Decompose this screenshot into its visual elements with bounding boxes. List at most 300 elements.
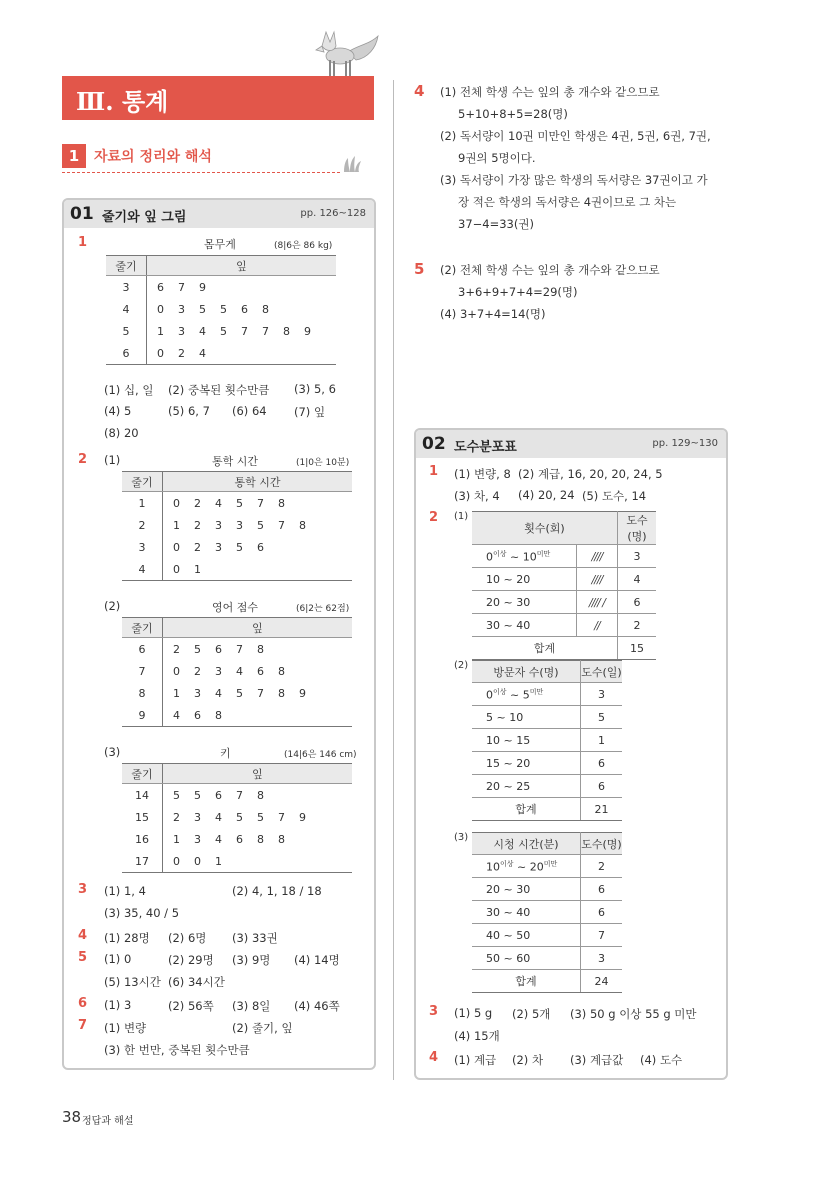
table-row	[122, 558, 352, 581]
answer-item: (2) 56쪽	[168, 999, 214, 1013]
fox-illustration	[308, 26, 380, 82]
class-cell	[472, 752, 581, 775]
answer-item: (2) 4, 1, 18 / 18	[232, 884, 322, 898]
leaf-value: 8	[257, 832, 264, 846]
leaf-value: 6	[241, 302, 248, 316]
class-sep: ~	[500, 733, 517, 747]
table-row	[122, 514, 352, 536]
question-number: 5	[414, 260, 425, 278]
leaf-value: 7	[241, 324, 248, 338]
answer-item: (5) 13시간	[104, 975, 161, 989]
leaf-value: 1	[215, 854, 222, 868]
class-sep: ~	[506, 688, 523, 702]
tally-cell: //// /	[577, 591, 618, 614]
leaf-value: 5	[236, 686, 243, 700]
footer-label: 정답과 해설	[82, 1116, 134, 1127]
grass-icon	[340, 154, 366, 174]
class-sep: ~	[513, 860, 530, 874]
answer-item: (2) 29명	[168, 953, 214, 967]
leaf-value: 5	[236, 540, 243, 554]
leaf-value: 0	[173, 854, 180, 868]
class-sep: ~	[500, 882, 517, 896]
leaf-value: 3	[194, 832, 201, 846]
class-sep: ~	[500, 595, 517, 609]
leaf-value: 2	[194, 664, 201, 678]
table-note: (6|2는 62점)	[296, 604, 350, 614]
leaf-value: 5	[199, 302, 206, 316]
class-cell	[472, 545, 577, 568]
class-header: 방문자 수(명)	[472, 661, 581, 683]
question-number: 5	[78, 950, 88, 965]
leaf-cell	[163, 492, 353, 515]
leaf-value: 8	[257, 788, 264, 802]
section-title: 자료의 정리와 해석	[94, 149, 212, 165]
leaf-value: 3	[194, 810, 201, 824]
solution-line: 3+6+9+7+4=29(명)	[458, 285, 578, 299]
total-label: 합계	[472, 637, 618, 660]
stem-leaf-table	[122, 471, 352, 581]
leaf-value: 5	[173, 788, 180, 802]
question-number: 4	[414, 82, 425, 100]
answer-item: (2) 중복된 횟수만큼	[168, 383, 270, 397]
frequency-cell: 2	[581, 855, 623, 878]
leaf-value: 8	[278, 832, 285, 846]
answer-item: (4) 14명	[294, 953, 340, 967]
answer-item: (1) 3	[104, 998, 132, 1012]
table-row	[472, 947, 622, 970]
box-header	[416, 430, 726, 458]
frequency-cell: 3	[581, 683, 623, 706]
leaf-cell	[163, 682, 353, 704]
leaf-value: 0	[157, 302, 164, 316]
solution-line: 장 적은 학생의 독서량은 4권이므로 그 차는	[458, 195, 677, 209]
sub-label: (1)	[104, 453, 121, 467]
table-note: (1|0은 10분)	[296, 458, 350, 468]
stem-cell: 16	[122, 828, 163, 850]
class-start: 10	[486, 860, 500, 874]
table-row	[472, 855, 622, 878]
table-caption: 키	[220, 747, 231, 760]
class-start: 40	[486, 928, 500, 942]
leaf-cell	[147, 320, 337, 342]
leaf-value: 0	[173, 562, 180, 576]
leaf-header: 통학 시간	[163, 472, 353, 492]
answer-item: (2) 줄기, 잎	[232, 1021, 293, 1035]
tally-cell: ////	[577, 545, 618, 568]
table-row	[472, 614, 656, 637]
frequency-cell: 6	[581, 901, 623, 924]
leaf-value: 6	[157, 280, 164, 294]
table-row	[472, 752, 622, 775]
leaf-cell	[147, 342, 337, 365]
stem-cell: 4	[122, 558, 163, 581]
leaf-cell	[147, 276, 337, 299]
stem-cell: 15	[122, 806, 163, 828]
class-start: 0	[486, 688, 493, 702]
class-end: 20	[516, 756, 531, 770]
leaf-value: 1	[173, 686, 180, 700]
answer-item: (8) 20	[104, 426, 139, 440]
leaf-cell	[163, 514, 353, 536]
table-row	[472, 924, 622, 947]
answer-item: (1) 5 g	[454, 1006, 493, 1020]
sub-label: (2)	[454, 660, 469, 671]
section-divider	[62, 172, 340, 173]
stem-header: 줄기	[106, 256, 147, 276]
class-cell	[472, 729, 581, 752]
box-header	[64, 200, 374, 228]
stem-cell: 7	[122, 660, 163, 682]
leaf-value: 4	[199, 324, 206, 338]
solution-line: (1) 전체 학생 수는 잎의 총 개수와 같으므로	[440, 85, 660, 99]
class-end: 20	[516, 572, 531, 586]
leaf-cell	[163, 536, 353, 558]
table-row	[122, 784, 352, 807]
answer-item: (1) 변량	[104, 1021, 147, 1035]
leaf-value: 6	[194, 708, 201, 722]
leaf-cell	[147, 298, 337, 320]
table-row	[106, 320, 336, 342]
leaf-value: 2	[194, 540, 201, 554]
solution-line: (2) 독서량이 10권 미만인 학생은 4권, 5권, 6권, 7권,	[440, 129, 711, 143]
leaf-value: 8	[278, 686, 285, 700]
table-header-row	[122, 472, 352, 492]
table-row	[122, 682, 352, 704]
class-sep: ~	[500, 951, 517, 965]
answer-item: (4) 15개	[454, 1029, 500, 1043]
frequency-header: 도수(일)	[581, 661, 623, 683]
class-sep: ~	[500, 618, 517, 632]
leaf-value: 5	[257, 810, 264, 824]
frequency-cell: 3	[581, 947, 623, 970]
leaf-value: 2	[178, 346, 185, 360]
leaf-value: 8	[299, 518, 306, 532]
answer-item: (3) 50 g 이상 55 g 미만	[570, 1007, 697, 1021]
class-cell	[472, 901, 581, 924]
class-end: 25	[516, 779, 531, 793]
leaf-value: 8	[215, 708, 222, 722]
stem-cell: 6	[122, 638, 163, 661]
class-start: 5	[486, 710, 493, 724]
table-row	[122, 704, 352, 727]
class-cell	[472, 706, 581, 729]
leaf-value: 1	[173, 832, 180, 846]
class-start: 10	[486, 733, 500, 747]
class-start: 20	[486, 882, 500, 896]
table-row	[106, 298, 336, 320]
class-cell	[472, 614, 577, 637]
box-title: 도수분포표	[454, 440, 517, 455]
solution-line: 5+10+8+5=28(명)	[458, 107, 568, 121]
leaf-value: 9	[299, 686, 306, 700]
frequency-cell: 5	[581, 706, 623, 729]
frequency-cell: 4	[618, 568, 657, 591]
leaf-cell	[163, 638, 353, 661]
leaf-value: 6	[215, 788, 222, 802]
stem-cell: 8	[122, 682, 163, 704]
stem-header: 줄기	[122, 764, 163, 784]
leaf-cell	[163, 704, 353, 727]
question-number: 4	[429, 1050, 439, 1065]
class-header: 시청 시간(분)	[472, 833, 581, 855]
stem-header: 줄기	[122, 618, 163, 638]
frequency-cell: 7	[581, 924, 623, 947]
table-row	[472, 878, 622, 901]
total-value: 21	[581, 798, 623, 821]
leaf-value: 2	[194, 496, 201, 510]
class-start-unit: 이상	[493, 687, 507, 696]
leaf-value: 9	[304, 324, 311, 338]
leaf-value: 7	[257, 496, 264, 510]
leaf-cell	[163, 784, 353, 807]
box-number: 02	[422, 434, 446, 454]
table-header-row	[472, 512, 656, 545]
leaf-value: 6	[257, 540, 264, 554]
total-row	[472, 970, 622, 993]
table-row	[106, 342, 336, 365]
class-cell	[472, 878, 581, 901]
class-start: 20	[486, 779, 500, 793]
leaf-header: 잎	[163, 764, 353, 784]
solution-line: (2) 전체 학생 수는 잎의 총 개수와 같으므로	[440, 263, 660, 277]
table-row	[472, 775, 622, 798]
leaf-value: 8	[257, 642, 264, 656]
leaf-cell	[163, 660, 353, 682]
leaf-value: 5	[194, 788, 201, 802]
leaf-value: 2	[173, 642, 180, 656]
leaf-value: 8	[262, 302, 269, 316]
class-end: 50	[516, 928, 531, 942]
solution-line: 37−4=33(권)	[458, 217, 534, 231]
answer-item: (2) 5개	[512, 1007, 551, 1021]
leaf-value: 7	[236, 642, 243, 656]
answer-item: (6) 34시간	[168, 975, 225, 989]
answer-item: (4) 20, 24	[518, 488, 575, 502]
class-end: 30	[516, 882, 531, 896]
table-row	[122, 660, 352, 682]
leaf-value: 6	[236, 832, 243, 846]
frequency-table	[472, 511, 656, 660]
stem-cell: 3	[122, 536, 163, 558]
class-sep: ~	[500, 928, 517, 942]
table-row	[106, 276, 336, 299]
answer-item: (3) 계급값	[570, 1053, 624, 1067]
class-sep: ~	[500, 905, 517, 919]
leaf-value: 5	[220, 324, 227, 338]
leaf-value: 7	[278, 518, 285, 532]
box-pages: pp. 126~128	[300, 208, 366, 219]
leaf-value: 4	[199, 346, 206, 360]
class-end: 5	[522, 688, 530, 702]
chapter-title: Ⅲ. 통계	[76, 87, 169, 116]
leaf-value: 0	[157, 346, 164, 360]
answer-item: (4) 46쪽	[294, 999, 340, 1013]
question-number: 3	[78, 882, 88, 897]
frequency-cell: 6	[581, 752, 623, 775]
answer-item: (2) 6명	[168, 931, 207, 945]
table-header-row	[472, 661, 622, 683]
frequency-cell: 6	[581, 775, 623, 798]
leaf-value: 5	[257, 518, 264, 532]
table-header-row	[122, 618, 352, 638]
frequency-header: 도수(명)	[581, 833, 623, 855]
leaf-value: 3	[178, 324, 185, 338]
frequency-table	[472, 832, 622, 993]
answer-item: (3) 차, 4	[454, 489, 500, 503]
leaf-value: 7	[262, 324, 269, 338]
answer-item: (3) 5, 6	[294, 382, 336, 396]
question-number: 2	[429, 510, 439, 525]
class-sep: ~	[493, 710, 510, 724]
question-number: 4	[78, 928, 88, 943]
box-number: 01	[70, 204, 94, 224]
total-value: 24	[581, 970, 623, 993]
class-end: 20	[529, 860, 544, 874]
solution-line: (4) 3+7+4=14(명)	[440, 307, 546, 321]
leaf-value: 3	[178, 302, 185, 316]
question-number: 3	[429, 1004, 439, 1019]
stem-cell: 2	[122, 514, 163, 536]
answer-item: (1) 십, 일	[104, 383, 154, 397]
class-cell	[472, 855, 581, 878]
class-sep: ~	[500, 779, 517, 793]
tally-cell: ////	[577, 568, 618, 591]
table-row	[472, 729, 622, 752]
leaf-value: 5	[220, 302, 227, 316]
page-number: 38	[62, 1108, 82, 1126]
leaf-value: 0	[173, 540, 180, 554]
class-cell	[472, 591, 577, 614]
leaf-value: 3	[236, 518, 243, 532]
class-end-unit: 미만	[543, 859, 558, 868]
leaf-value: 8	[283, 324, 290, 338]
leaf-value: 4	[173, 708, 180, 722]
stem-cell: 1	[122, 492, 163, 515]
class-cell	[472, 775, 581, 798]
frequency-table	[472, 660, 622, 821]
answer-item: (1) 28명	[104, 931, 150, 945]
leaf-value: 8	[278, 496, 285, 510]
leaf-value: 2	[194, 518, 201, 532]
section-number: 1	[62, 144, 86, 168]
answer-item: (7) 잎	[294, 405, 326, 419]
table-row	[472, 901, 622, 924]
table-row	[122, 828, 352, 850]
leaf-value: 0	[173, 496, 180, 510]
class-start: 30	[486, 618, 500, 632]
class-end: 10	[509, 710, 524, 724]
class-header: 횟수(회)	[472, 512, 618, 545]
table-row	[472, 706, 622, 729]
class-end: 30	[516, 595, 531, 609]
total-row	[472, 798, 622, 821]
leaf-value: 7	[278, 810, 285, 824]
table-header-row	[106, 256, 336, 276]
answer-item: (3) 35, 40 / 5	[104, 906, 180, 920]
table-row	[122, 806, 352, 828]
total-row	[472, 637, 656, 660]
table-row	[122, 850, 352, 873]
leaf-value: 7	[236, 788, 243, 802]
leaf-value: 0	[194, 854, 201, 868]
leaf-value: 3	[215, 540, 222, 554]
class-cell	[472, 924, 581, 947]
leaf-value: 4	[215, 810, 222, 824]
leaf-value: 1	[157, 324, 164, 338]
table-row	[122, 492, 352, 515]
class-start: 50	[486, 951, 500, 965]
frequency-cell: 2	[618, 614, 657, 637]
stem-header: 줄기	[122, 472, 163, 492]
total-label: 합계	[472, 798, 581, 821]
class-sep: ~	[500, 572, 517, 586]
question-number: 2	[78, 452, 88, 467]
answer-item: (3) 9명	[232, 953, 271, 967]
question-number: 6	[78, 996, 88, 1011]
leaf-value: 4	[215, 832, 222, 846]
stem-cell: 9	[122, 704, 163, 727]
sub-label: (3)	[454, 832, 469, 843]
class-start: 15	[486, 756, 500, 770]
stem-leaf-table	[106, 255, 336, 365]
stem-cell: 17	[122, 850, 163, 873]
class-cell	[472, 683, 581, 706]
answer-item: (4) 5	[104, 404, 132, 418]
solution-line: (3) 독서량이 가장 많은 학생의 독서량은 37권이고 가	[440, 173, 708, 187]
table-caption: 몸무게	[204, 238, 236, 251]
leaf-value: 3	[215, 664, 222, 678]
leaf-value: 3	[215, 518, 222, 532]
stem-cell: 5	[106, 320, 147, 342]
leaf-value: 4	[215, 686, 222, 700]
sub-label: (1)	[454, 511, 469, 522]
chapter-banner	[62, 76, 374, 120]
leaf-header: 잎	[147, 256, 337, 276]
class-start: 20	[486, 595, 500, 609]
frequency-cell: 6	[581, 878, 623, 901]
leaf-value: 3	[194, 686, 201, 700]
answer-item: (2) 계급, 16, 20, 20, 24, 5	[518, 467, 663, 481]
class-end: 15	[516, 733, 531, 747]
answer-item: (4) 도수	[640, 1053, 683, 1067]
leaf-cell	[163, 850, 353, 873]
class-cell	[472, 568, 577, 591]
total-value: 15	[618, 637, 657, 660]
total-label: 합계	[472, 970, 581, 993]
answer-item: (6) 64	[232, 404, 267, 418]
class-end: 60	[516, 951, 531, 965]
solution-line: 9권의 5명이다.	[458, 151, 536, 165]
leaf-value: 6	[257, 664, 264, 678]
leaf-value: 0	[173, 664, 180, 678]
answer-item: (3) 33권	[232, 931, 278, 945]
class-end: 40	[516, 905, 531, 919]
stem-leaf-table	[122, 617, 352, 727]
answer-item: (1) 계급	[454, 1053, 497, 1067]
leaf-value: 1	[173, 518, 180, 532]
box-title: 줄기와 잎 그림	[102, 210, 187, 225]
frequency-cell: 3	[618, 545, 657, 568]
leaf-value: 5	[236, 810, 243, 824]
answer-item: (5) 도수, 14	[582, 489, 647, 503]
leaf-value: 5	[236, 496, 243, 510]
table-row	[472, 545, 656, 568]
tally-cell: //	[577, 614, 618, 637]
table-note: (8|6은 86 kg)	[274, 241, 333, 251]
answer-item: (1) 0	[104, 952, 132, 966]
class-start: 10	[486, 572, 500, 586]
class-start-unit: 이상	[493, 549, 507, 558]
